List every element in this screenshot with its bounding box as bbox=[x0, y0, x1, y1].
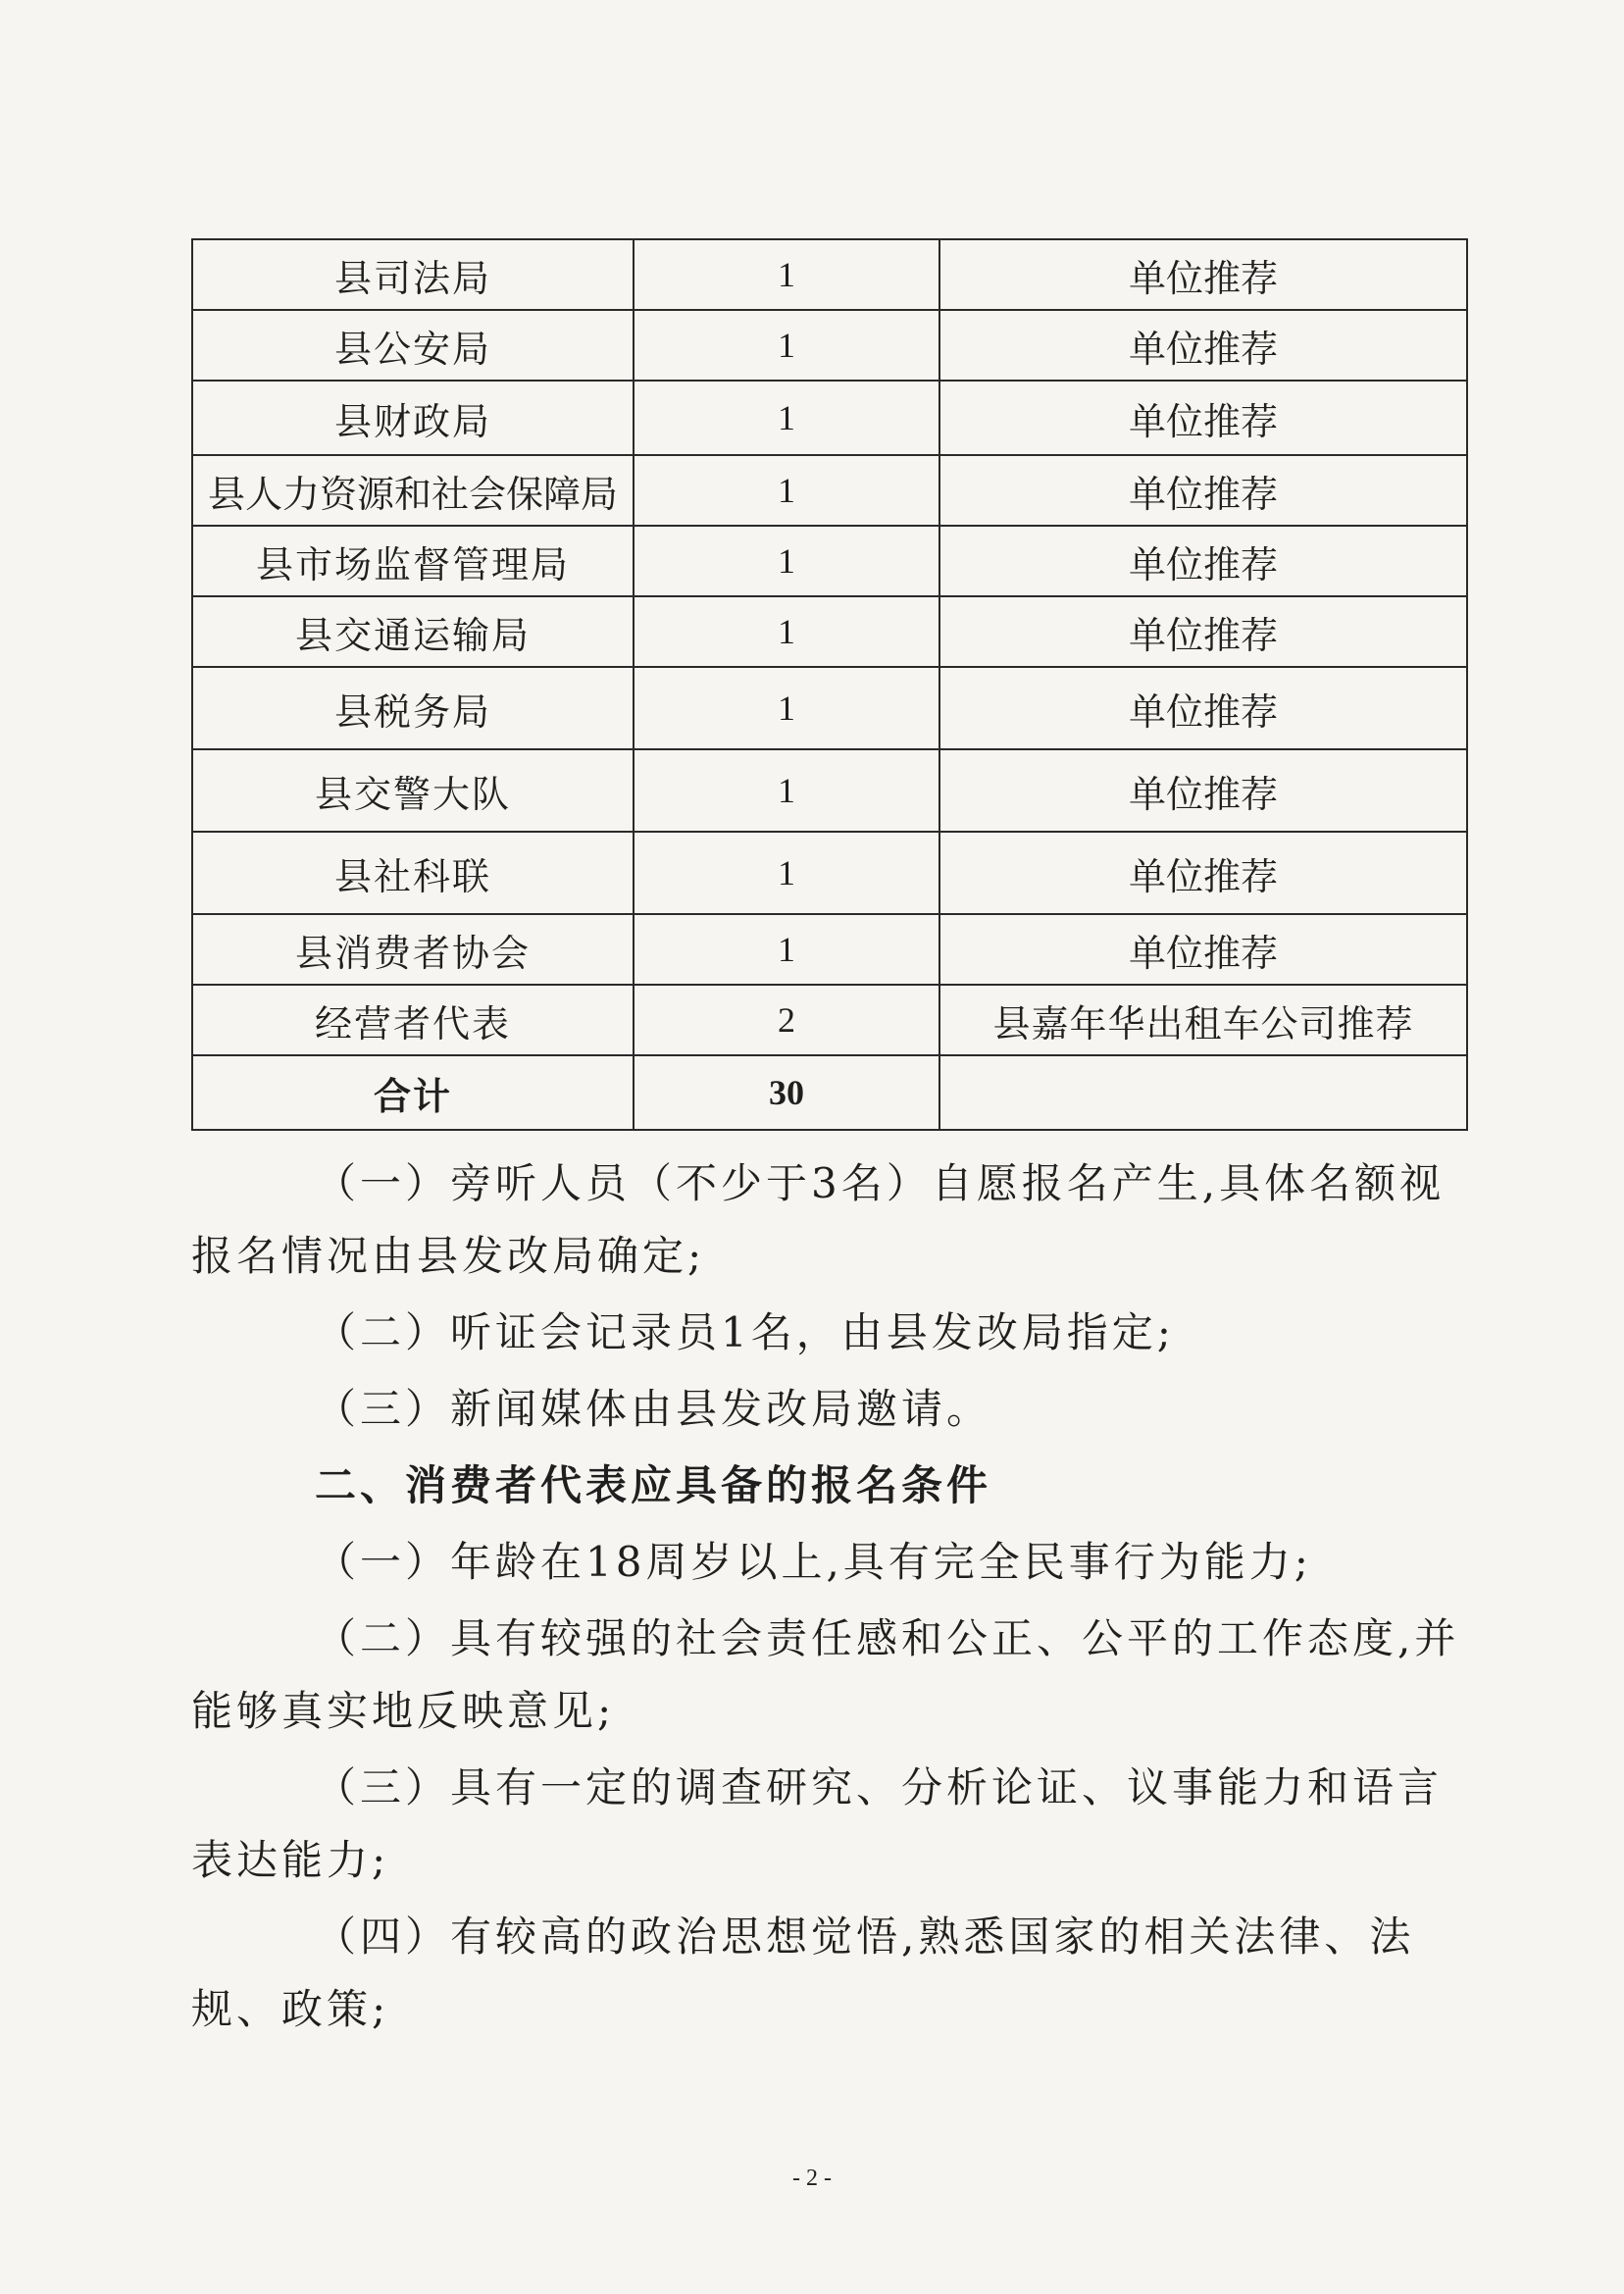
paragraph: （一）年龄在18周岁以上,具有完全民事行为能力; bbox=[315, 1538, 1312, 1586]
paragraph: （三）具有一定的调查研究、分析论证、议事能力和语言表达能力; bbox=[191, 1763, 1444, 1884]
table-row bbox=[192, 749, 1467, 832]
table-row bbox=[192, 596, 1467, 667]
paragraph: （一）旁听人员（不少于3名）自愿报名产生,具体名额视报名情况由县发改局确定; bbox=[191, 1159, 1446, 1280]
total-count: 30 bbox=[634, 1055, 939, 1130]
table-row bbox=[192, 310, 1467, 381]
total-label: 合计 bbox=[192, 1055, 634, 1130]
method-cell: 单位推荐 bbox=[939, 667, 1467, 749]
table-row bbox=[192, 381, 1467, 455]
count-cell: 1 bbox=[634, 667, 939, 749]
unit-cell: 县交警大队 bbox=[192, 749, 634, 832]
method-cell: 单位推荐 bbox=[939, 239, 1467, 310]
method-cell: 单位推荐 bbox=[939, 526, 1467, 596]
table-row bbox=[192, 526, 1467, 596]
paragraph: （二）听证会记录员1名，由县发改局指定; bbox=[315, 1308, 1175, 1356]
method-cell: 单位推荐 bbox=[939, 455, 1467, 526]
total-row bbox=[192, 1055, 1467, 1130]
method-cell: 单位推荐 bbox=[939, 749, 1467, 832]
table-row bbox=[192, 832, 1467, 914]
unit-cell: 县消费者协会 bbox=[192, 914, 634, 985]
table-row bbox=[192, 985, 1467, 1055]
unit-cell: 县社科联 bbox=[192, 832, 634, 914]
unit-cell: 县公安局 bbox=[192, 310, 634, 381]
method-cell: 单位推荐 bbox=[939, 310, 1467, 381]
count-cell: 1 bbox=[634, 526, 939, 596]
count-cell: 1 bbox=[634, 239, 939, 310]
unit-cell: 县司法局 bbox=[192, 239, 634, 310]
count-cell: 1 bbox=[634, 832, 939, 914]
paragraph: （四）有较高的政治思想觉悟,熟悉国家的相关法律、法规、政策; bbox=[191, 1912, 1415, 2033]
total-method bbox=[939, 1055, 1467, 1130]
participant-table bbox=[191, 238, 1468, 1131]
method-cell: 单位推荐 bbox=[939, 832, 1467, 914]
count-cell: 1 bbox=[634, 596, 939, 667]
count-cell: 1 bbox=[634, 310, 939, 381]
count-cell: 1 bbox=[634, 381, 939, 455]
unit-cell: 县财政局 bbox=[192, 381, 634, 455]
method-cell: 县嘉年华出租车公司推荐 bbox=[939, 985, 1467, 1055]
table-row bbox=[192, 667, 1467, 749]
page-number: - 2 - bbox=[792, 2166, 832, 2191]
table-row bbox=[192, 914, 1467, 985]
method-cell: 单位推荐 bbox=[939, 914, 1467, 985]
unit-cell: 县税务局 bbox=[192, 667, 634, 749]
unit-cell: 经营者代表 bbox=[192, 985, 634, 1055]
method-cell: 单位推荐 bbox=[939, 596, 1467, 667]
paragraph: （二）具有较强的社会责任感和公正、公平的工作态度,并能够真实地反映意见; bbox=[191, 1614, 1460, 1735]
unit-cell: 县交通运输局 bbox=[192, 596, 634, 667]
table-row bbox=[192, 455, 1467, 526]
unit-cell: 县市场监督管理局 bbox=[192, 526, 634, 596]
section-heading: 二、消费者代表应具备的报名条件 bbox=[315, 1461, 992, 1509]
count-cell: 1 bbox=[634, 914, 939, 985]
unit-cell: 县人力资源和社会保障局 bbox=[192, 455, 634, 526]
paragraph: （三）新闻媒体由县发改局邀请。 bbox=[315, 1385, 992, 1433]
count-cell: 1 bbox=[634, 749, 939, 832]
table-row bbox=[192, 239, 1467, 310]
count-cell: 1 bbox=[634, 455, 939, 526]
body-text bbox=[191, 1147, 1466, 2050]
method-cell: 单位推荐 bbox=[939, 381, 1467, 455]
count-cell: 2 bbox=[634, 985, 939, 1055]
